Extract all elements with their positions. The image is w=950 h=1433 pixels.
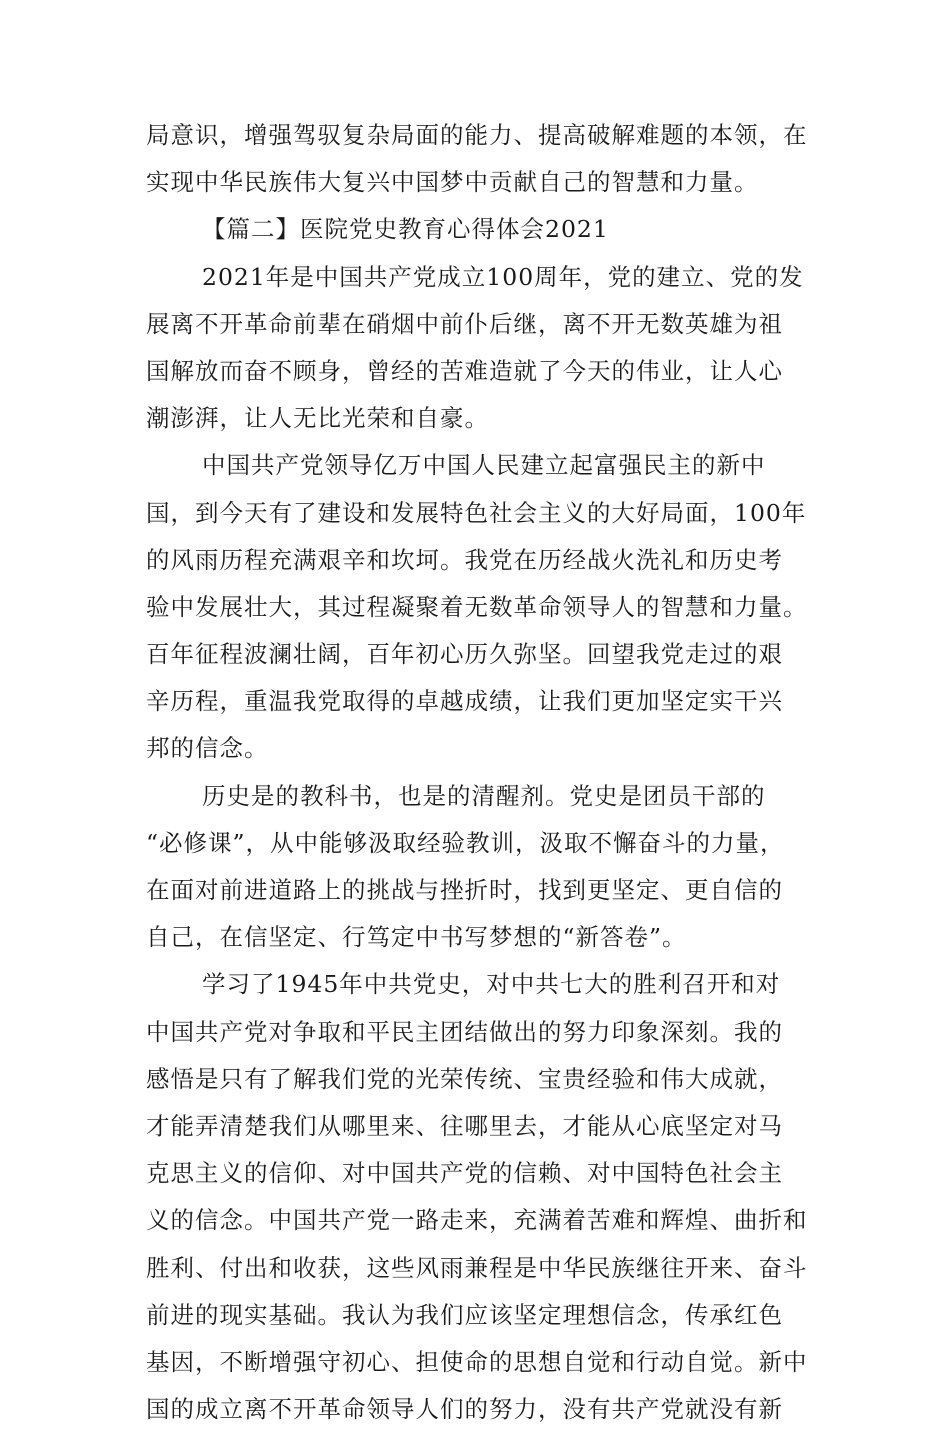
- text-line: 义的信念。中国共产党一路走来，充满着苦难和辉煌、曲折和: [146, 1206, 808, 1235]
- paragraph-first-line: 中国共产党领导亿万中国人民建立起富强民主的新中: [202, 451, 766, 480]
- paragraph-first-line: 2021年是中国共产党成立100周年，党的建立、党的发: [202, 262, 804, 291]
- text-line: 百年征程波澜壮阔，百年初心历久弥坚。回望我党走过的艰: [146, 640, 783, 669]
- text-line: 国的成立离不开革命领导人们的努力，没有共产党就没有新: [146, 1395, 783, 1424]
- paragraph-first-line: 历史是的教科书，也是的清醒剂。党史是团员干部的: [202, 781, 766, 810]
- text-line: 邦的信念。: [146, 734, 269, 763]
- text-line: 中国共产党对争取和平民主团结做出的努力印象深刻。我的: [146, 1017, 783, 1046]
- paragraph-first-line: 学习了1945年中共党史，对中共七大的胜利召开和对: [202, 970, 781, 999]
- text-line: 的风雨历程充满艰辛和坎坷。我党在历经战火洗礼和历史考: [146, 545, 783, 574]
- paragraph-first-line: 【篇二】医院党史教育心得体会2021: [202, 215, 609, 244]
- text-line: 潮澎湃，让人无比光荣和自豪。: [146, 404, 489, 433]
- text-line: 自己，在信坚定、行笃定中书写梦想的“新答卷”。: [146, 923, 687, 952]
- text-line: 才能弄清楚我们从哪里来、往哪里去，才能从心底坚定对马: [146, 1111, 783, 1140]
- text-line: 感悟是只有了解我们党的光荣传统、宝贵经验和伟大成就，: [146, 1064, 783, 1093]
- text-line: 在面对前进道路上的挑战与挫折时，找到更坚定、更自信的: [146, 876, 783, 904]
- text-line: 验中发展壮大，其过程凝聚着无数革命领导人的智慧和力量。: [146, 592, 808, 621]
- text-line: 胜利、付出和收获，这些风雨兼程是中华民族继往开来、奋斗: [146, 1253, 808, 1282]
- text-line: “必修课”，从中能够汲取经验教训，汲取不懈奋斗的力量，: [146, 828, 785, 857]
- text-line: 辛历程，重温我党取得的卓越成绩，让我们更加坚定实干兴: [146, 687, 783, 716]
- document-body: [146, 112, 810, 1433]
- text-line: 实现中华民族伟大复兴中国梦中贡献自己的智慧和力量。: [146, 168, 759, 197]
- text-line: 前进的现实基础。我认为我们应该坚定理想信念，传承红色: [146, 1300, 783, 1329]
- text-line: 局意识，增强驾驭复杂局面的能力、提高破解难题的本领，在: [146, 121, 808, 149]
- text-line: 展离不开革命前辈在硝烟中前仆后继，离不开无数英雄为祖: [146, 309, 783, 338]
- text-line: 国，到今天有了建设和发展特色社会主义的大好局面，100年: [146, 498, 807, 527]
- text-line: 国解放而奋不顾身，曾经的苦难造就了今天的伟业，让人心: [146, 356, 783, 385]
- text-line: 克思主义的信仰、对中国共产党的信赖、对中国特色社会主: [146, 1159, 783, 1188]
- text-line: 基因，不断增强守初心、担使命的思想自觉和行动自觉。新中: [146, 1347, 808, 1376]
